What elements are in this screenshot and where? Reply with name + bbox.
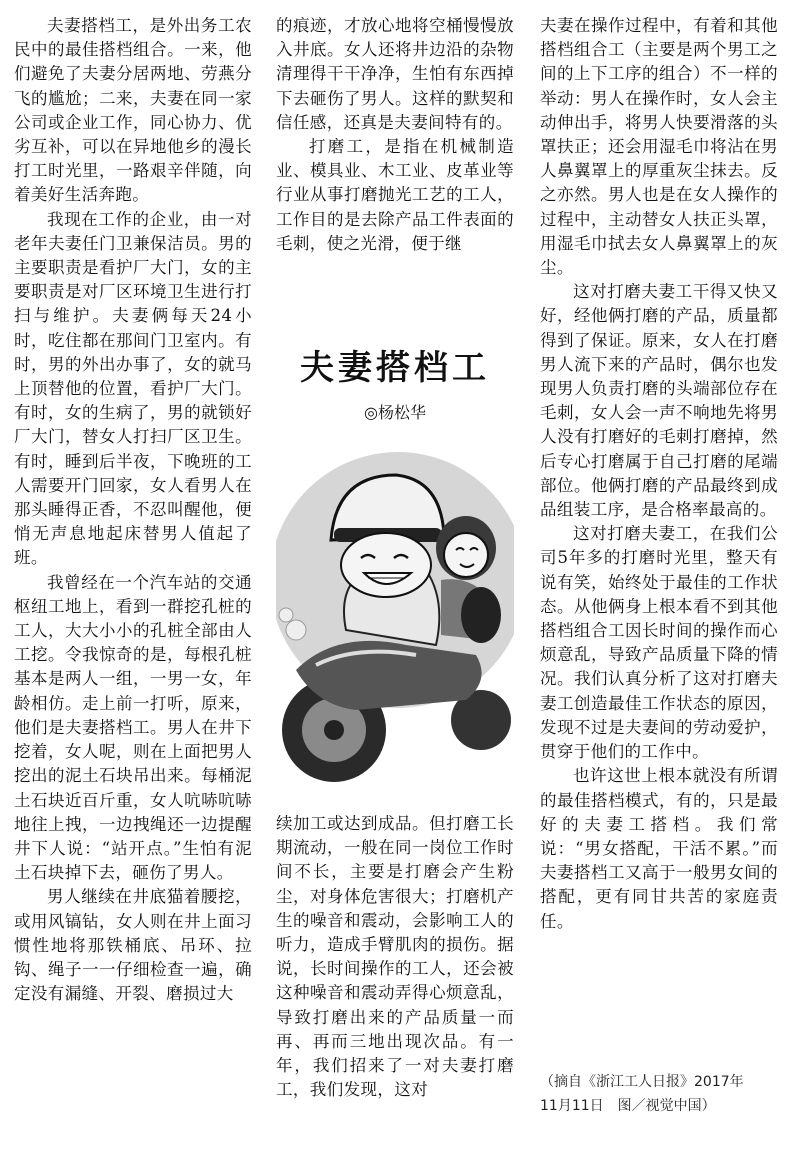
paragraph: 夫妻在操作过程中，有着和其他搭档组合工（主要是两个男工之间的上下工序的组合）不一样的举动：男人在操作时，女人会主动伸出手，将男人快要滑落的头罩扶正；还会用湿毛巾将沾在男人鼻翼罩上的厚重灰尘抹去。反之亦然。男人也是在女人操作的过程中，主动替女人扶正头罩，用湿毛巾拭去女人鼻翼罩上的灰尘。 xyxy=(540,16,778,278)
paragraph: 这对打磨夫妻工，在我们公司5年多的打磨时光里，整天有说有笑，始终处于最佳的工作状态。从他俩身上根本看不到其他搭档组合工因长时间的操作而心烦意乱，导致产品质量下降的情况。我们认真分析了这对打磨夫妻工创造最佳工作状态的原因，发现不过是夫妻间的劳动爱护，贯穿于他们的工作中。 xyxy=(540,524,778,762)
article-column-2 xyxy=(276,14,514,256)
paragraph: 我曾经在一个汽车站的交通枢纽工地上，看到一群挖孔桩的工人，大大小小的孔桩全部由人工挖。令我惊奇的是，每根孔桩基本是两人一组，一男一女，年龄相仿。走上前一打听，原来，他们是夫妻搭档工。男人在井下挖着，女人呢，则在上面把男人挖出的泥土石块吊出来。每桶泥土石块近百斤重，女人吭哧吭哧地往上拽，一边拽绳还一边提醒井下人说：“站开点。”生怕有泥土石块掉下去，砸伤了男人。 xyxy=(14,572,252,883)
source-line: 11月11日 图／视觉中国） xyxy=(540,1098,716,1114)
source-line: （摘自《浙江工人日报》2017年 xyxy=(540,1074,744,1090)
article-column-2-continued xyxy=(276,812,514,1102)
paragraph: 打磨工，是指在机械制造业、模具业、木工业、皮革业等行业从事打磨抛光工艺的工人，工作目的是去除产品工件表面的毛刺，使之光滑，便于继 xyxy=(276,137,514,253)
paragraph: 也许这世上根本就没有所谓的最佳搭档模式，有的，只是最好的夫妻工搭档。我们常说：“男女搭配，干活不累。”而夫妻搭档工又高于一般男女间的搭配，更有同甘共苦的家庭责任。 xyxy=(540,766,778,931)
article-title: 夫妻搭档工 xyxy=(300,348,490,388)
paragraph: 夫妻搭档工，是外出务工农民中的最佳搭档组合。一来，他们避免了夫妻分居两地、劳燕分飞的尴尬；二来，夫妻在同一家公司或企业工作，同心协力、优劣互补，可以在异地他乡的漫长打工时光里，一路艰辛伴随，向着美好生活奔跑。 xyxy=(14,16,252,205)
paragraph: 我现在工作的企业，由一对老年夫妻任门卫兼保洁员。男的主要职责是看护厂大门，女的主要职责是对厂区环境卫生进行打扫与维护。夫妻俩每天24小时，吃住都在那间门卫室内。有时，男的外出办事了，女的就马上顶替他的位置，看护厂大门。有时，女的生病了，男的就锁好厂大门，替女人打扫厂区卫生。有时，睡到后半夜，下晚班的工人需要开门回家，女人看男人在那头睡得正香，不忍叫醒他，便悄无声息地起床替男人值起了班。 xyxy=(14,209,252,568)
paragraph: 的痕迹，才放心地将空桶慢慢放入井底。女人还将井边沿的杂物清理得干干净净，生怕有东西掉下去砸伤了男人。这样的默契和信任感，还真是夫妻间特有的。 xyxy=(276,16,514,132)
article-column-1 xyxy=(14,14,252,1006)
article-author: ◎杨松华 xyxy=(364,403,426,422)
paragraph: 男人继续在井底猫着腰挖，或用风镐钻，女人则在井上面习惯性地将那铁桶底、吊环、拉钩、绳子一一仔细检查一遍，确定没有漏缝、开裂、磨损过大 xyxy=(14,887,252,1004)
paragraph: 续加工或达到成品。但打磨工长期流动，一般在同一岗位工作时间不长，主要是打磨会产生粉尘，对身体危害很大；打磨机产生的噪音和震动，会影响工人的听力，造成手臂肌肉的损伤。据说，长时间操作的工人，还会被这种噪音和震动弄得心烦意乱，导致打磨出来的产品质量一而再、再而三地出现次品。有一年，我们招来了一对夫妻打磨工，我们发现，这对 xyxy=(276,814,514,1100)
article-column-3 xyxy=(540,14,778,934)
paragraph: 这对打磨夫妻工干得又快又好，经他俩打磨的产品，质量都得到了保证。原来，女人在打磨男人流下来的产品时，偶尔也发现男人负责打磨的头端部位存在毛刺，女人会一声不响地先将男人没有打磨好的毛刺打磨掉，然后专心打磨属于自己打磨的尾端部位。他俩打磨的产品最终到成品组装工序，是合格率最高的。 xyxy=(540,282,778,520)
source-note xyxy=(540,1070,780,1118)
couple-on-motorcycle-illustration xyxy=(276,430,514,800)
